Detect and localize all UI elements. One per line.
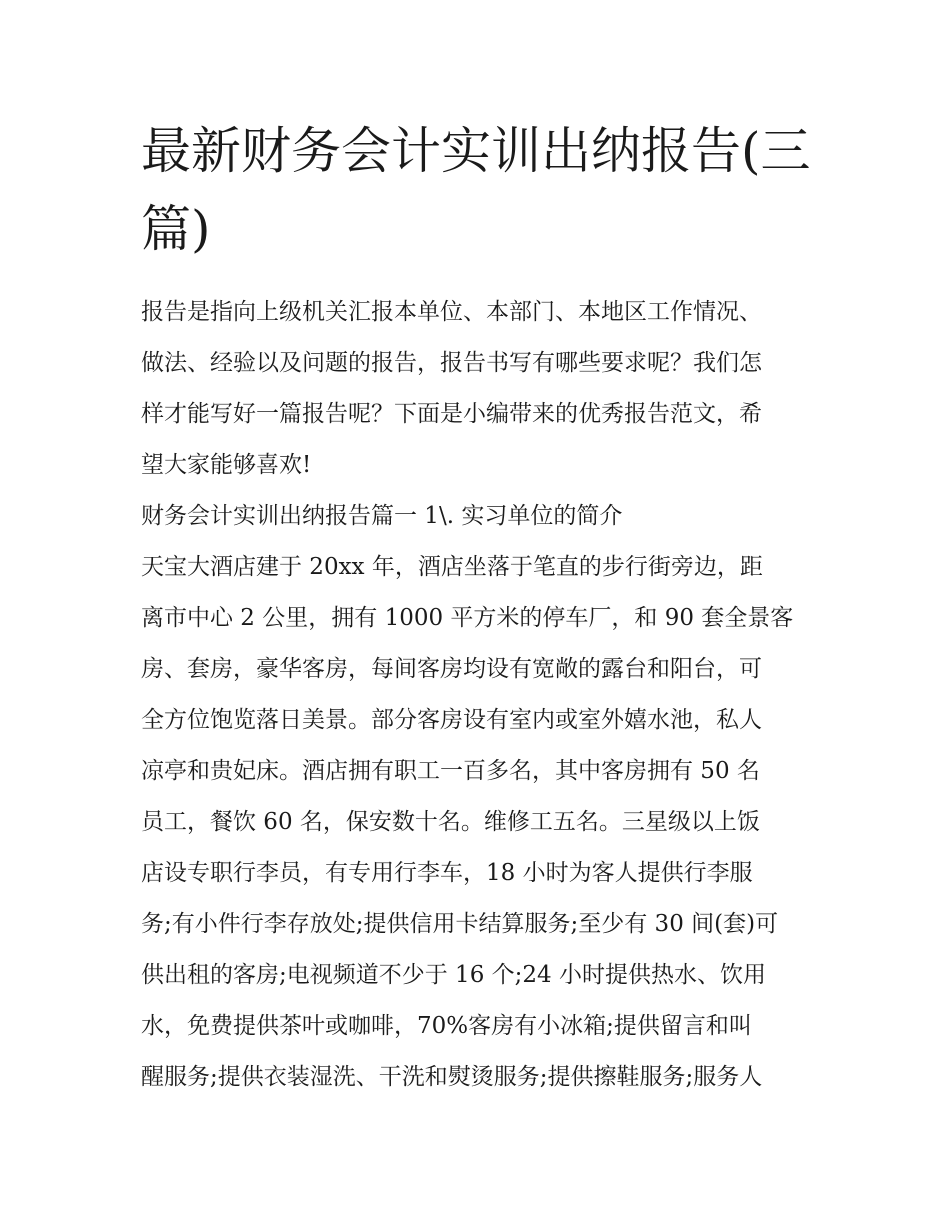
intro-line: 样才能写好一篇报告呢？下面是小编带来的优秀报告范文，希	[141, 401, 762, 427]
body-line: 离市中心 2 公里，拥有 1000 平方米的停车厂，和 90 套全景客	[141, 605, 794, 631]
body-paragraph	[141, 542, 816, 1103]
section-heading-text: 财务会计实训出纳报告篇一 1\. 实习单位的简介	[141, 503, 623, 529]
body-line: 凉亭和贵妃床。酒店拥有职工一百多名，其中客房拥有 50 名	[141, 758, 760, 784]
body-line: 员工，餐饮 60 名，保安数十名。维修工五名。三星级以上饭	[141, 809, 760, 835]
body-line: 房、套房，豪华客房，每间客房均设有宽敞的露台和阳台，可	[141, 656, 762, 682]
body-line: 供出租的客房;电视频道不少于 16 个;24 小时提供热水、饮用	[141, 962, 766, 988]
document-content	[141, 112, 816, 1103]
body-line: 天宝大酒店建于 20xx 年，酒店坐落于笔直的步行街旁边，距	[141, 554, 763, 580]
body-line: 水，免费提供茶叶或咖啡，70%客房有小冰箱;提供留言和叫	[141, 1013, 752, 1039]
title-line: 最新财务会计实训出纳报告(三	[141, 122, 811, 180]
body-line: 醒服务;提供衣装湿洗、干洗和熨烫服务;提供擦鞋服务;服务人	[141, 1064, 763, 1090]
section-heading	[141, 491, 816, 542]
intro-line: 报告是指向上级机关汇报本单位、本部门、本地区工作情况、	[141, 299, 762, 325]
body-line: 务;有小件行李存放处;提供信用卡结算服务;至少有 30 间(套)可	[141, 911, 779, 937]
body-line: 全方位饱览落日美景。部分客房设有室内或室外嬉水池，私人	[141, 707, 762, 733]
document-title	[141, 112, 816, 268]
intro-paragraph	[141, 287, 816, 491]
intro-line: 做法、经验以及问题的报告，报告书写有哪些要求呢？我们怎	[141, 350, 762, 376]
intro-line: 望大家能够喜欢!	[141, 452, 312, 478]
title-line: 篇)	[141, 200, 211, 258]
body-line: 店设专职行李员，有专用行李车，18 小时为客人提供行李服	[141, 860, 753, 886]
